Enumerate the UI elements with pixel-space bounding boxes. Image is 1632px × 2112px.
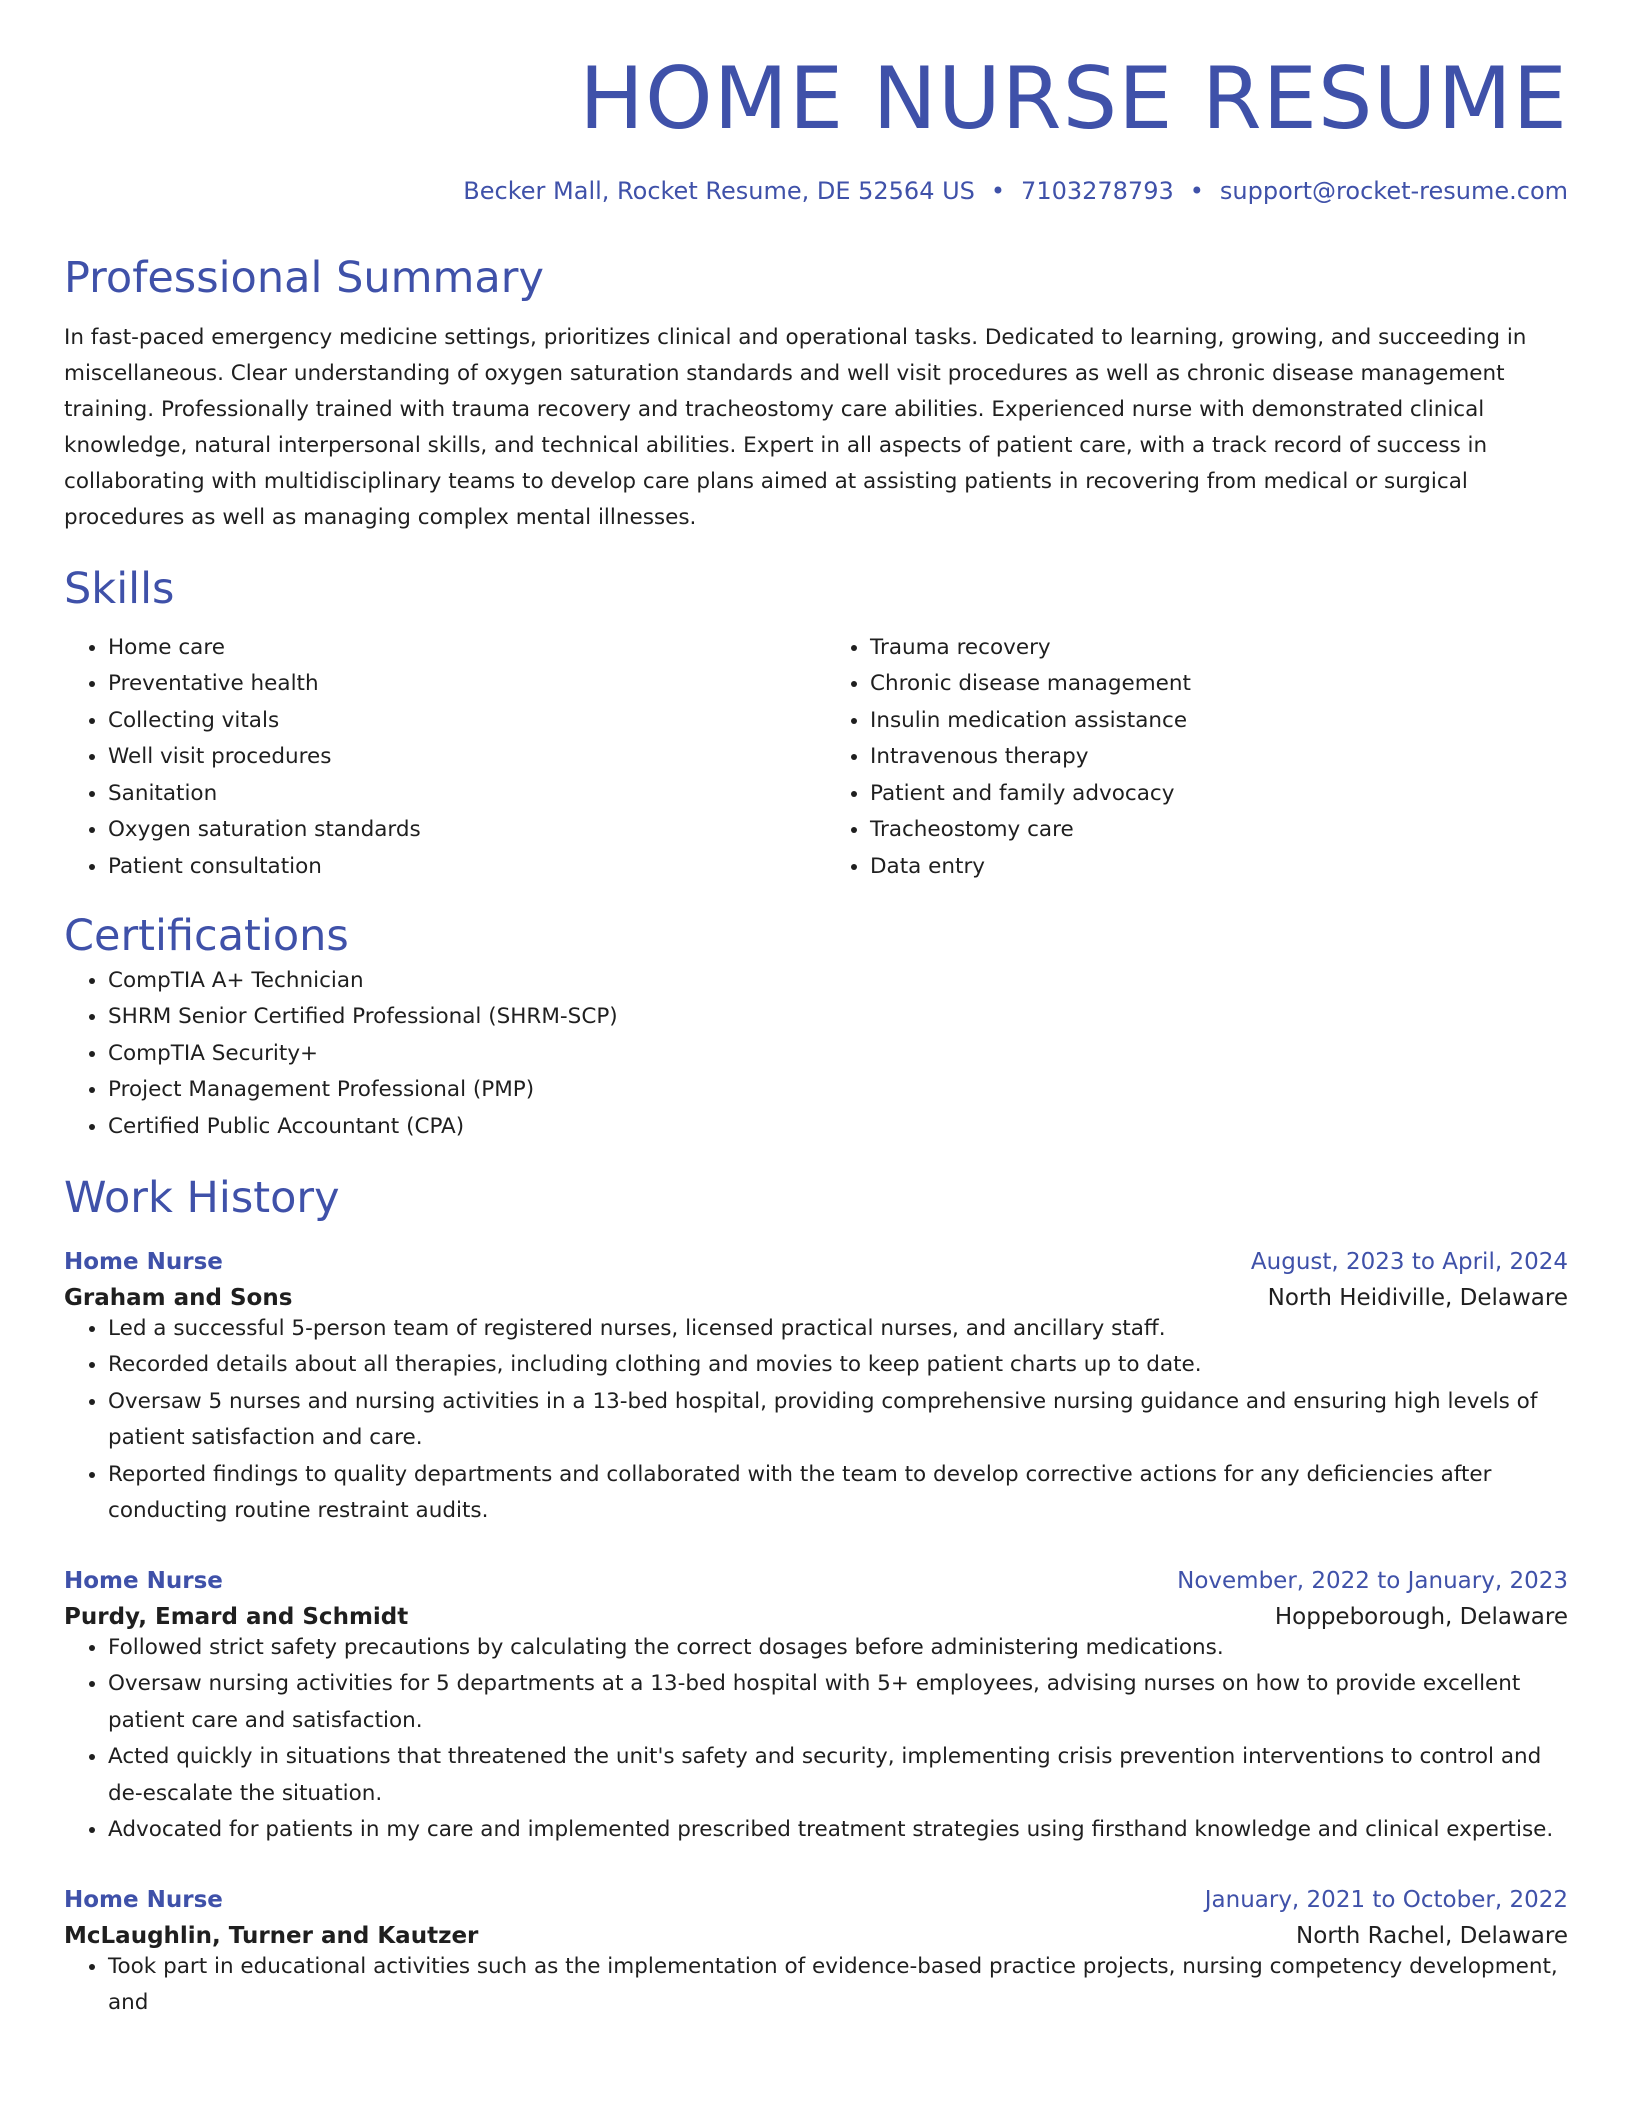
skill-item: • Intravenous therapy [870,739,1568,776]
certifications-heading: Certifications [64,911,349,962]
job-company: McLaughlin, Turner and Kautzer [64,1922,479,1949]
job-entry [64,1568,1568,1849]
job-bullets [64,1311,1568,1530]
skill-item: • Home care [108,630,806,667]
skill-item: • Collecting vitals [108,703,806,740]
skills-grid [64,630,1568,886]
skill-item: • Insulin medication assistance [870,703,1568,740]
certification-item: • CompTIA Security+ [108,1036,1568,1073]
job-bullet: • Recorded details about all therapies, including clothing and movies to keep patient charts up to date. [108,1347,1568,1384]
skill-item: • Patient consultation [108,849,806,886]
job-location: Hoppeborough, Delaware [1274,1603,1568,1630]
job-bullet: • Oversaw 5 nurses and nursing activities in a 13-bed hospital, providing comprehensive nursing guidance and ensuring high levels of patient satisfaction and care. [108,1384,1568,1457]
resume-title: HOME NURSE RESUME [579,49,1568,149]
certifications-list [64,963,1568,1146]
summary-text: In fast-paced emergency medicine settings, prioritizes clinical and operational tasks. Dedicated to learning, growing, and succeeding in miscellaneous. Clear understanding of oxygen saturation standards and well visit procedures as well as chronic disease management training. Professionally trained with trauma recovery and tracheostomy care abilities. Experienced nurse with demonstrated clinical knowledge, natural interpersonal skills, and technical abilities. Expert in all aspects of patient care, with a track record of success in collaborating with multidisciplinary teams to develop care plans aimed at assisting patients in recovering from medical or surgical procedures as well as managing complex mental illnesses. [64,325,1527,531]
job-dates: January, 2021 to October, 2022 [1204,1886,1568,1913]
job-company: Graham and Sons [64,1284,293,1311]
certification-item: • SHRM Senior Certified Professional (SHRM-SCP) [108,999,1568,1036]
job-bullet: • Acted quickly in situations that threatened the unit's safety and security, implementing crisis prevention interventions to control and de-escalate the situation. [108,1739,1568,1812]
skill-item: • Preventative health [108,666,806,703]
certification-item: • Certified Public Accountant (CPA) [108,1109,1568,1146]
job-subheader [64,1923,1568,1949]
job-header [64,1568,1568,1594]
job-entry [64,1249,1568,1530]
job-location: North Rachel, Delaware [1296,1922,1568,1949]
summary-heading: Professional Summary [64,252,544,303]
skill-item: • Patient and family advocacy [870,776,1568,813]
job-dates: August, 2023 to April, 2024 [1250,1248,1568,1275]
job-title: Home Nurse [64,1248,223,1275]
job-bullet: • Oversaw nursing activities for 5 departments at a 13-bed hospital with 5+ employees, advising nurses on how to provide excellent patient care and satisfaction. [108,1666,1568,1739]
work-history-heading: Work History [64,1173,340,1224]
contact-address: Becker Mall, Rocket Resume, DE 52564 US [463,176,975,205]
job-bullet: • Advocated for patients in my care and implemented prescribed treatment strategies using firsthand knowledge and clinical expertise. [108,1812,1568,1849]
job-bullets [64,1630,1568,1849]
job-bullet: • Reported findings to quality departments and collaborated with the team to develop corrective actions for any deficiencies after conducting routine restraint audits. [108,1457,1568,1530]
job-bullet: • Followed strict safety precautions by calculating the correct dosages before administering medications. [108,1630,1568,1667]
job-bullet: • Led a successful 5-person team of registered nurses, licensed practical nurses, and ancillary staff. [108,1311,1568,1348]
job-bullet: • Took part in educational activities such as the implementation of evidence-based practice projects, nursing competency development, and [108,1949,1568,2022]
certification-item: • CompTIA A+ Technician [108,963,1568,1000]
job-location: North Heidiville, Delaware [1267,1284,1568,1311]
skill-item: • Oxygen saturation standards [108,812,806,849]
skills-heading: Skills [64,564,175,615]
skills-list-right [826,630,1568,886]
job-subheader [64,1285,1568,1311]
skill-item: • Tracheostomy care [870,812,1568,849]
job-title: Home Nurse [64,1567,223,1594]
skill-item: • Data entry [870,849,1568,886]
job-entry [64,1887,1568,2022]
job-dates: November, 2022 to January, 2023 [1177,1567,1568,1594]
job-header [64,1887,1568,1913]
contact-separator: • [990,176,1006,205]
skill-item: • Chronic disease management [870,666,1568,703]
job-header [64,1249,1568,1275]
skill-item: • Sanitation [108,776,806,813]
job-bullets [64,1949,1568,2022]
contact-email: support@rocket-resume.com [1219,176,1568,205]
contact-phone: 7103278793 [1021,176,1174,205]
contact-separator: • [1189,176,1204,205]
job-title: Home Nurse [64,1886,223,1913]
skill-item: • Well visit procedures [108,739,806,776]
skills-list-left [64,630,806,886]
job-subheader [64,1604,1568,1630]
job-company: Purdy, Emard and Schmidt [64,1603,409,1630]
contact-line [64,177,1568,205]
skill-item: • Trauma recovery [870,630,1568,667]
certification-item: • Project Management Professional (PMP) [108,1072,1568,1109]
